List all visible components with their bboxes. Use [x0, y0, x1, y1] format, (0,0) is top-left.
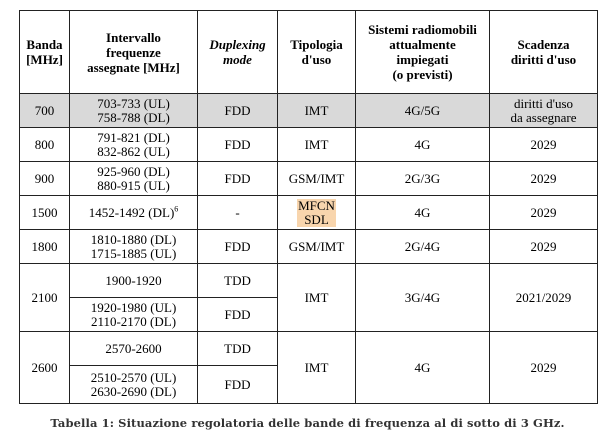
cell-banda: 1500: [20, 196, 70, 230]
table-row-800: [20, 128, 598, 162]
cell-tipologia: GSM/IMT: [278, 162, 356, 196]
frequency-table-container: [19, 10, 597, 404]
cell-duplex: FDD: [198, 128, 278, 162]
table-row-1800: [20, 230, 598, 264]
cell-banda: 800: [20, 128, 70, 162]
cell-tipologia: GSM/IMT: [278, 230, 356, 264]
cell-tipologia: IMT: [278, 332, 356, 404]
cell-tipologia: IMT: [278, 94, 356, 128]
cell-intervallo: 2510-2570 (UL) 2630-2690 (DL): [70, 366, 198, 404]
header-intervallo: Intervallo frequenze assegnate [MHz]: [70, 11, 198, 94]
cell-duplex: TDD: [198, 332, 278, 366]
cell-tipologia: [278, 196, 356, 230]
cell-sistemi: 4G/5G: [356, 94, 490, 128]
cell-tipologia: IMT: [278, 128, 356, 162]
cell-duplex: TDD: [198, 264, 278, 298]
footnote-marker: 6: [174, 204, 179, 214]
cell-duplex: -: [198, 196, 278, 230]
cell-intervallo: 925-960 (DL) 880-915 (UL): [70, 162, 198, 196]
header-duplexing: Duplexing mode: [198, 11, 278, 94]
header-sistemi: Sistemi radiomobili attualmente impiegati (o previsti): [356, 11, 490, 94]
cell-banda: 900: [20, 162, 70, 196]
table-row-900: [20, 162, 598, 196]
cell-duplex: FDD: [198, 94, 278, 128]
cell-sistemi: 2G/4G: [356, 230, 490, 264]
cell-sistemi: 2G/3G: [356, 162, 490, 196]
frequency-bands-table: [19, 10, 598, 404]
cell-scadenza: 2029: [490, 128, 598, 162]
cell-scadenza: 2029: [490, 196, 598, 230]
cell-intervallo: 1900-1920: [70, 264, 198, 298]
cell-scadenza: diritti d'uso da assegnare: [490, 94, 598, 128]
header-row: [20, 11, 598, 94]
cell-sistemi: 4G: [356, 332, 490, 404]
cell-sistemi: 4G: [356, 196, 490, 230]
header-banda: Banda [MHz]: [20, 11, 70, 94]
cell-banda: 1800: [20, 230, 70, 264]
cell-scadenza: 2029: [490, 230, 598, 264]
cell-intervallo: 2570-2600: [70, 332, 198, 366]
cell-intervallo: 703-733 (UL) 758-788 (DL): [70, 94, 198, 128]
cell-intervallo: 1810-1880 (DL) 1715-1885 (UL): [70, 230, 198, 264]
cell-sistemi: 4G: [356, 128, 490, 162]
cell-banda: 700: [20, 94, 70, 128]
cell-intervallo: [70, 196, 198, 230]
cell-sistemi: 3G/4G: [356, 264, 490, 332]
cell-banda: 2600: [20, 332, 70, 404]
cell-duplex: FDD: [198, 298, 278, 332]
cell-intervallo-text: 1452-1492 (DL): [88, 204, 175, 220]
cell-banda: 2100: [20, 264, 70, 332]
cell-tipologia-highlight: MFCN SDL: [298, 197, 335, 227]
table-row-1500: [20, 196, 598, 230]
table-row-2600-a: [20, 332, 598, 366]
table-row-2100-a: [20, 264, 598, 298]
header-tipologia: Tipologia d'uso: [278, 11, 356, 94]
cell-scadenza: 2021/2029: [490, 264, 598, 332]
table-caption: Tabella 1: Situazione regolatoria delle bande di frequenza al di sotto di 3 GHz.: [50, 416, 565, 430]
table-row-700: [20, 94, 598, 128]
cell-intervallo: 791-821 (DL) 832-862 (UL): [70, 128, 198, 162]
cell-tipologia: IMT: [278, 264, 356, 332]
cell-scadenza: 2029: [490, 162, 598, 196]
cell-duplex: FDD: [198, 162, 278, 196]
cell-duplex: FDD: [198, 366, 278, 404]
header-scadenza: Scadenza diritti d'uso: [490, 11, 598, 94]
cell-duplex: FDD: [198, 230, 278, 264]
cell-intervallo: 1920-1980 (UL) 2110-2170 (DL): [70, 298, 198, 332]
cell-scadenza: 2029: [490, 332, 598, 404]
